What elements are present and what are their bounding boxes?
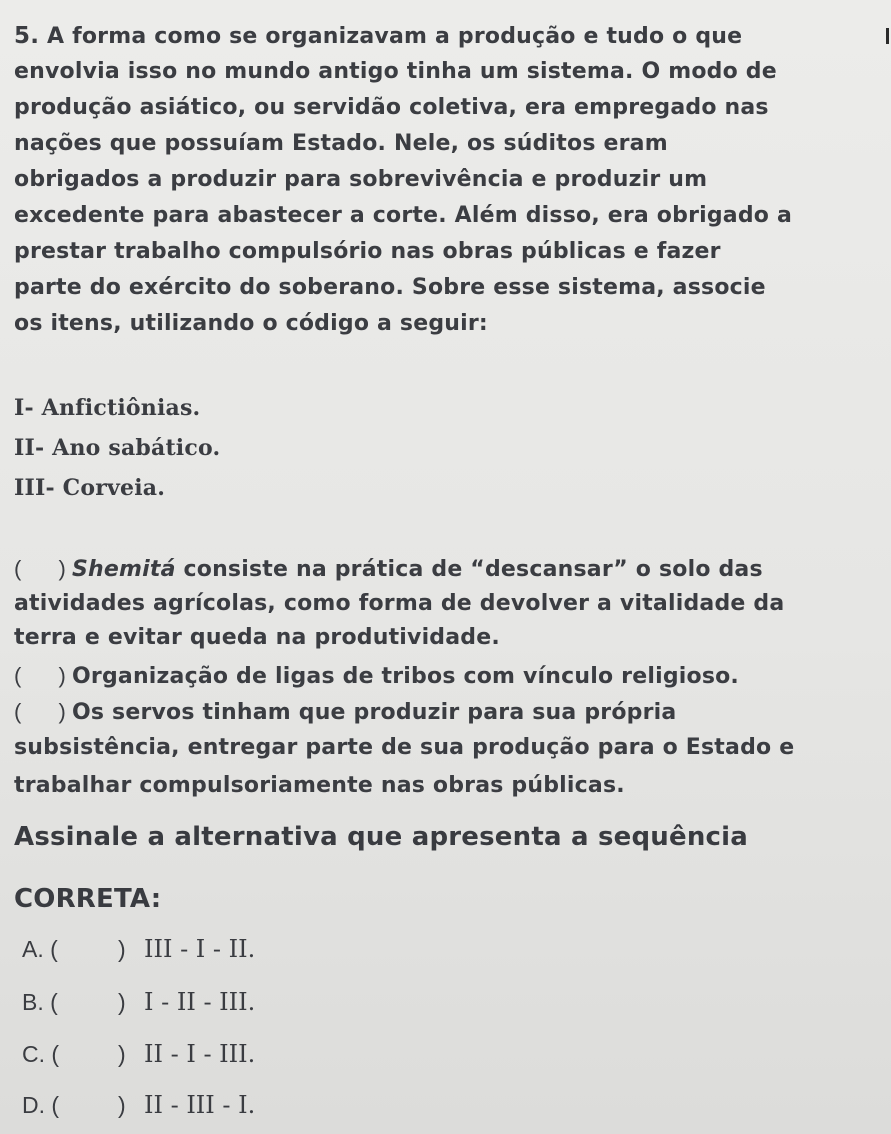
answer-blank-3[interactable]: ( ) xyxy=(14,699,66,724)
option-d-sequence: II - III - I. xyxy=(144,1091,256,1119)
option-b-sequence: I - II - III. xyxy=(144,988,256,1016)
statement-3 xyxy=(14,696,676,729)
statement-3-line-2: subsistência, entregar parte de sua produção para o Estado e xyxy=(14,735,795,760)
instruction-line-1: Assinale a alternativa que apresenta a sequência xyxy=(14,822,749,852)
question-stem-line-1 xyxy=(14,20,742,53)
statement-3-line-3: trabalhar compulsoriamente nas obras públicas. xyxy=(14,773,625,798)
statement-2 xyxy=(14,660,739,693)
statement-1-line-2: atividades agrícolas, como forma de devolver a vitalidade da xyxy=(14,591,785,616)
statement-2-text: Organização de ligas de tribos com vínculo religioso. xyxy=(72,664,739,689)
statement-3-text: Os servos tinham que produzir para sua própria xyxy=(72,700,677,725)
option-b-label: B. ( ) xyxy=(22,989,126,1015)
stem-text: A forma como se organizavam a produção e tudo o que xyxy=(47,24,743,49)
option-a-sequence: III - I - II. xyxy=(144,935,256,963)
statement-1-italic: Shemitá xyxy=(72,557,176,582)
item-ii: II- Ano sabático. xyxy=(14,435,221,461)
page-edge-mark xyxy=(886,28,889,44)
statement-1 xyxy=(14,553,763,586)
question-stem-line-2: envolvia isso no mundo antigo tinha um sistema. O modo de xyxy=(14,59,777,84)
statement-1-line-3: terra e evitar queda na produtividade. xyxy=(14,625,500,650)
option-c[interactable] xyxy=(22,1037,256,1072)
answer-blank-2[interactable]: ( ) xyxy=(14,663,66,688)
instruction-line-2: CORRETA: xyxy=(14,884,162,914)
option-a-label: A. ( ) xyxy=(22,936,126,962)
question-stem-line-5: obrigados a produzir para sobrevivência e produzir um xyxy=(14,167,708,192)
question-number: 5. xyxy=(14,23,40,49)
option-c-label: C. ( ) xyxy=(22,1041,126,1067)
item-iii: III- Corveia. xyxy=(14,475,166,501)
question-stem-line-8: parte do exército do soberano. Sobre esse sistema, associe xyxy=(14,275,766,300)
question-stem-line-4: nações que possuíam Estado. Nele, os súditos eram xyxy=(14,131,668,156)
question-stem-line-3: produção asiático, ou servidão coletiva, era empregado nas xyxy=(14,95,769,120)
option-d-label: D. ( ) xyxy=(22,1092,126,1118)
option-c-sequence: II - I - III. xyxy=(144,1040,256,1068)
option-d[interactable] xyxy=(22,1088,256,1123)
option-b[interactable] xyxy=(22,985,256,1020)
question-stem-line-6: excedente para abastecer a corte. Além disso, era obrigado a xyxy=(14,203,793,228)
option-a[interactable] xyxy=(22,932,256,967)
answer-blank-1[interactable]: ( ) xyxy=(14,556,66,581)
item-i: I- Anfictiônias. xyxy=(14,395,201,421)
statement-1-text: consiste na prática de “descansar” o solo das xyxy=(175,557,763,582)
question-stem-line-7: prestar trabalho compulsório nas obras públicas e fazer xyxy=(14,239,721,264)
question-stem-line-9: os itens, utilizando o código a seguir: xyxy=(14,311,488,336)
